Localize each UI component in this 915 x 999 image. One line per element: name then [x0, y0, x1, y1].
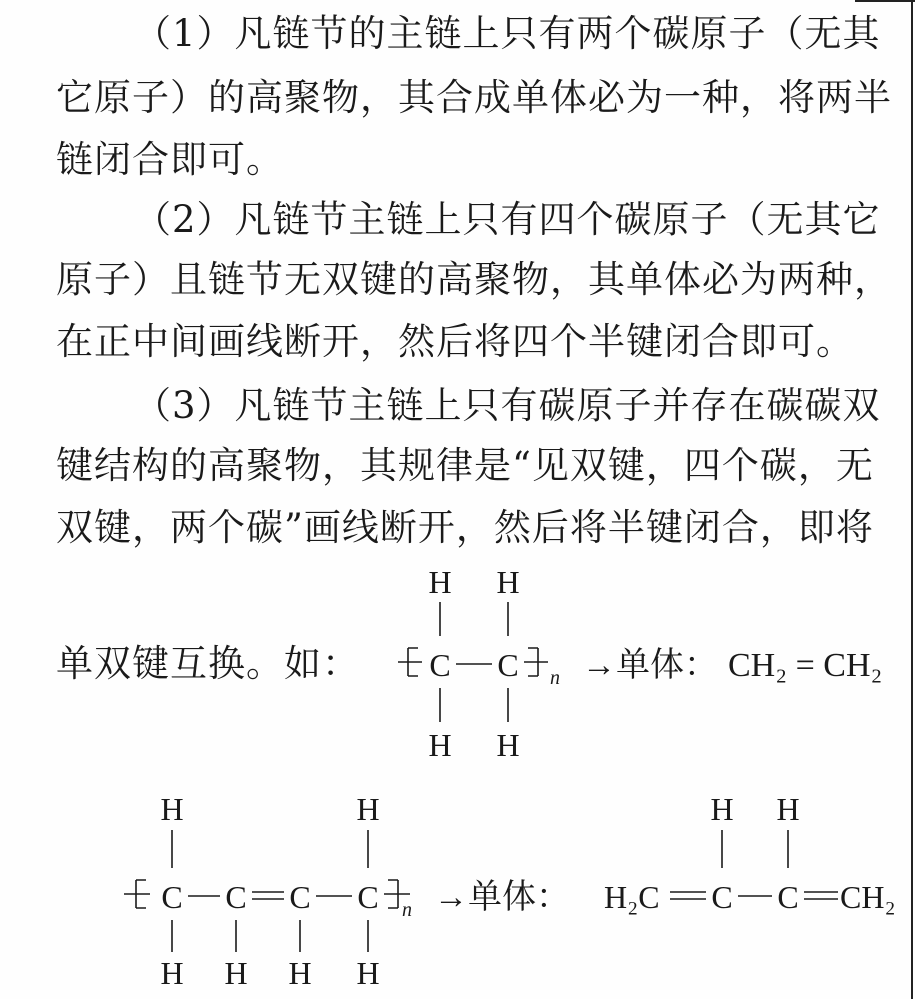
paragraph-2-line-2: 原子）且链节无双键的高聚物，其单体必为两种， — [56, 258, 892, 301]
h-top-p3: H — [776, 791, 800, 827]
polyethylene-structure — [398, 564, 882, 763]
paragraph-1-line-1: （1）凡链节的主链上只有两个碳原子（无其 — [134, 12, 881, 55]
product-ethylene: CH₂ = CH₂ — [728, 647, 883, 684]
paragraph-3-line-1: （3）凡链节主链上只有碳原子并存在碳碳双 — [134, 384, 881, 427]
h-bottom-2: H — [496, 727, 520, 763]
paragraph-1-line-2: 它原子）的高聚物，其合成单体必为一种，将两半 — [56, 76, 892, 119]
subscript-n: n — [550, 667, 560, 689]
h-top-p2: H — [710, 791, 734, 827]
paragraph-2-line-3: 在正中间画线断开，然后将四个半键闭合即可。 — [56, 320, 854, 363]
carbon-c2: C — [225, 879, 247, 915]
h-top-2: H — [496, 564, 520, 600]
arrow-monomer-text-2: →单体： — [434, 879, 570, 916]
example-1-lead-text: 单双键互换。如： — [56, 642, 360, 685]
arrow-monomer-text: →单体： — [582, 647, 718, 684]
bracket-left-2 — [124, 880, 150, 908]
carbon-1: C — [429, 647, 451, 683]
product-ch2: CH₂ — [840, 879, 896, 915]
carbon-c3: C — [289, 879, 311, 915]
paragraph-3-line-2: 键结构的高聚物，其规律是“见双键，四个碳，无 — [56, 444, 874, 487]
h-bottom-c4: H — [356, 955, 380, 991]
paragraph-3-line-3: 双键，两个碳”画线断开，然后将半键闭合，即将 — [56, 506, 874, 549]
carbon-2: C — [497, 647, 519, 683]
bracket-left — [398, 648, 422, 676]
polybutadiene-structure — [124, 791, 896, 991]
product-c3: C — [777, 879, 799, 915]
h-bottom-c2: H — [224, 955, 248, 991]
h-bottom-1: H — [428, 727, 452, 763]
h-top-c1: H — [160, 791, 184, 827]
h-bottom-c3: H — [288, 955, 312, 991]
h-top-c4: H — [356, 791, 380, 827]
product-h2c: H₂C — [604, 879, 660, 915]
carbon-c1: C — [161, 879, 183, 915]
subscript-n-2: n — [402, 899, 412, 921]
paragraph-1-line-3: 链闭合即可。 — [56, 138, 284, 181]
product-c2: C — [711, 879, 733, 915]
h-bottom-c1: H — [160, 955, 184, 991]
paragraph-2-line-1: （2）凡链节主链上只有四个碳原子（无其它 — [134, 198, 881, 241]
bracket-right — [524, 648, 548, 676]
h-top-1: H — [428, 564, 452, 600]
carbon-c4: C — [357, 879, 379, 915]
